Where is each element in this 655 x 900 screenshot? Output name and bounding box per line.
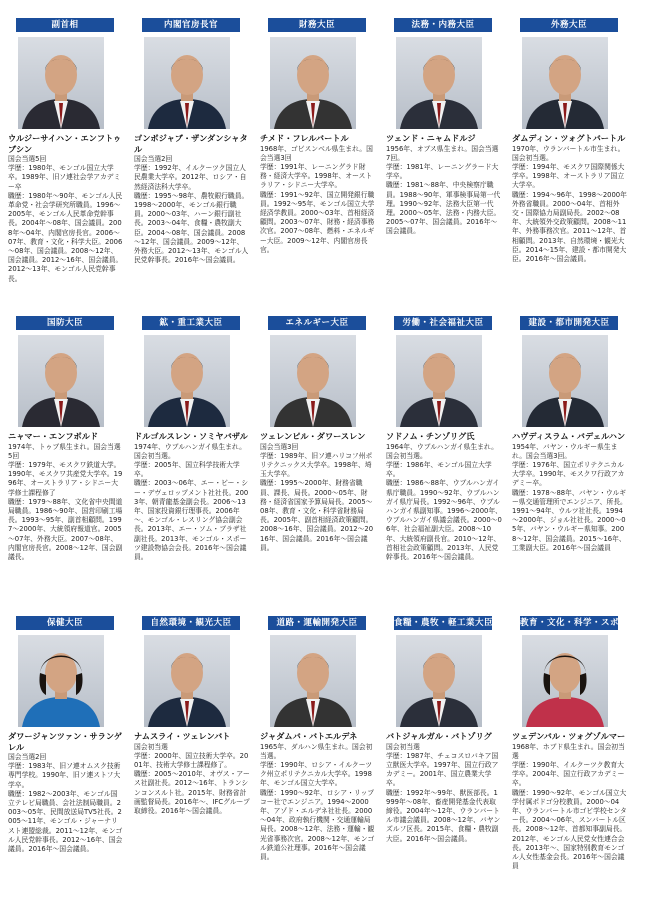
minister-portrait-photo [396, 335, 482, 427]
minister-card [6, 616, 124, 896]
minister-name: ダムディン・ツォグトバートル [512, 133, 626, 143]
minister-card [258, 18, 376, 316]
minister-portrait-photo [522, 335, 608, 427]
minister-post-title: 法務・内務大臣 [394, 18, 492, 32]
minister-post-title: 国防大臣 [16, 316, 114, 330]
minister-card [384, 616, 502, 896]
minister-post-title: 自然環境・観光大臣 [142, 616, 240, 630]
minister-biography: 1954年、バヤン・ウルギー県生まれ。国会当選3回。 学歴：1976年、国立ポリテクニカル大学卒。1990年、モスクワ行政アカデミー卒。 職歴：1978～88年、バヤン・ウルギー県交通管理所でエンジニア、所長。1991～94年、ウルツ社社長。1994～2000年、ジョル社社長。2000～05年、バヤン・ウルギー県知事。2008～12年、国会議員。2015～16年、工業副大臣。2016年～国会議員 [512, 442, 627, 552]
minister-biography: 1956年、オブス県生まれ。国会当選7回。 学歴：1981年、レーニングラード大学卒。 職歴：1981～88年、中央検察庁職員。1988～90年、軍事検事局第一代理。1990～92年、法務大臣第一代理。2000～05年、法務・内務大臣。2005～07年、国会議員。2016年～国会議員。 [386, 144, 501, 236]
minister-name: ナムスライ・ツェレンバト [134, 731, 231, 741]
minister-portrait-photo [522, 635, 608, 727]
minister-name: ジャダムバ・バトエルデネ [260, 731, 358, 741]
minister-card [510, 18, 628, 316]
minister-portrait-photo [18, 335, 104, 427]
minister-portrait-photo [18, 37, 104, 129]
minister-name: ツェレンピル・ダワースレン [260, 431, 366, 441]
minister-biography: 国会初当選 学歴：2000年、国立技術大学卒。2001年、技術大学修士課程修了。 職歴：2005～2010年、オヴス・アース社副社長。2012～16年、トランシンコンスルト社。2015年、財務省計画監督局長。2016年～、IFCグループ取締役。2016年～国会議員。 [134, 742, 250, 815]
minister-card [6, 18, 124, 316]
minister-card [384, 18, 502, 316]
minister-post-title: エネルギー大臣 [268, 316, 366, 330]
minister-name: ソドノム・チンゾリグ氏 [386, 431, 475, 441]
minister-portrait-photo [522, 37, 608, 129]
minister-card [132, 316, 250, 616]
minister-post-title: 道路・運輸開発大臣 [268, 616, 366, 630]
minister-portrait-photo [144, 37, 230, 129]
minister-post-title: 食糧・農牧・軽工業大臣 [394, 618, 494, 628]
minister-post-title: 副首相 [16, 18, 114, 32]
minister-card [510, 616, 655, 896]
minister-biography: 1968年、ホブド県生まれ。国会初当選 学歴：1990年、イルクーツク教育大学卒。2004年、国立行政アカデミー卒。 職歴：1990～92年、モンゴル国立大学付属ポドゴ分校教員。2000～04年、ウランバートル市ゴビ学校センター長。2004～06年、スンバートル区長。2008～12年、首都知事副局長。2012年、モンゴル人民党女性連合会長。2013年～、国家特別教育モンゴル人女性基金会長。2016年～国会議員 [512, 742, 627, 871]
minister-name: ハヴディスラム・バデェルハン [512, 431, 626, 441]
minister-name: ツェデンバル・ツォグゾルマー [512, 731, 626, 741]
minister-portrait-photo [144, 335, 230, 427]
minister-grid [6, 18, 655, 896]
minister-biography: 1964年、ウブルハンガイ県生まれ。国会初当選。 学歴：1986年、モンゴル国立大学卒。 職歴：1986～88年、ウブルハンガイ県庁職員。1990～92年、ウブルハンガイ県庁局長。1992～96年、ウブルハンガイ県副知事。1996～2000年、ウブルハンガイ県議会議長。2000～06年、社会福祉副大臣。2008～10年、大統領府副長官。2010～12年、首相社会政策顧問。2013年、人民党幹事長。2016年～国会議員。 [386, 442, 502, 561]
minister-post-title: 財務大臣 [268, 18, 366, 32]
minister-card [132, 18, 250, 316]
minister-card [258, 316, 376, 616]
minister-name: ダワージャンツァン・サランゲレル [8, 731, 123, 752]
minister-name: バトジャルガル・バトゾリグ [386, 731, 492, 741]
minister-biography: 1965年、ダルハン県生まれ。国会初当選。 学歴：1990年、ロシア・イルクーツク州立ポリテクニカル大学卒。1998年、モンゴル国立大学卒。 職歴：1990～92年、ロシア・リップコー社でエンジニア。1994～2000年、アゾド・エルデネ社社長。2000～04年、政府執行機関・交通運輸局局長。2008～12年、法務・運輸・観光省事務次官。2008～12年、モンゴル鉄道公社理事。2016年～国会議員。 [260, 742, 375, 861]
minister-post-title: 外務大臣 [520, 18, 618, 32]
minister-post-title: 内閣官房長官 [142, 18, 240, 32]
minister-card [510, 316, 628, 616]
minister-portrait-photo [18, 635, 104, 727]
minister-biography: 国会当選2回 学歴：1992年、イルクーツク国立人民農業大学卒。2012年、ロシア・自然経済法科大学卒。 職歴：1995～98年、農牧銀行職員。1998～2000年、モンゴル銀行職員。2000～03年、ハーン銀行副社長。2003～04年、食糧・農牧副大臣。2004～08年、国会議員。2008～12年、国会議員。2009～12年、外務大臣。2012～13年、モンゴル人民党幹事長。2016年～国会議員。 [134, 155, 249, 265]
minister-card [132, 616, 250, 896]
minister-biography: 1970年、ウランバートル市生まれ。国会初当選。 学歴：1994年、モスクワ国際関係大学卒。1998年、オーストラリア国立大学卒。 職歴：1994～96年、1998～2000年外務省職員。2000～04年、首相外交・国際協力局副局長。2002～08年、大統領外交政策顧問。2008～11年、外務事務次官。2011～12年、首相顧問。2013年、自然環境・観光大臣。2014～15年、建設・都市開発大臣。2016年～国会議員。 [512, 144, 627, 263]
minister-biography: 国会初当選 学歴：1987年、チェコスロバキア国立獣医大学卒。1997年、国立行政アカデミー。2001年、国立農業大学卒。 職歴：1992年～99年、獣医部長。1999年～08年、畜産開発基金代表取締役。2004年～12年、ウランバートル市議会議員。2008～12年、バヤンズルフ区長。2015年、食糧・農牧副大臣。2016年～国会議員。 [386, 742, 501, 843]
minister-biography: 国会当選2回 学歴：1983年、旧ソ連オムスク技術専門学校。1990年、旧ソ連ストフ大学卒。 職歴：1982～2003年、モンゴル国立テレビ局職員、会社法制局職員。2003～05年、民間放送局TV5社長。2005～11年、モンゴル・ジャーナリスト連盟総裁。2011～12年、モンゴル人民党幹事長。2012～16年、国会議員。2016年～国会議員。 [8, 753, 123, 854]
minister-post-title: 保健大臣 [16, 616, 114, 630]
minister-biography: 1968年、ゴビスンベル県生まれ。国会当選3回 学歴：1991年、レーニングラド財務・経済大学卒。1998年、オーストラリア・シドニー大学卒。 職歴：1991～92年、国立開発銀行職員。1992～95年、モンゴル国立大学経済学教員。2000～03年、首相経済顧問。2003～07年、財務・経済事務次官。2007～08年、燃料・エネルギー大臣。2009～12年、内閣官房長官。 [260, 144, 375, 254]
minister-name: ゴンボジャブ・ザンダンシャタル [134, 133, 248, 154]
minister-portrait-photo [270, 635, 356, 727]
minister-name: ドルゴルスレン・ソミヤバザル [134, 431, 248, 441]
minister-biography: 国会当選5回 学歴：1980年、モンゴル国立大学卒。1989年、旧ソ連社会学アカデミー卒 職歴：1980年～90年、モンゴル人民革命党・社会学研究所職員。1996～2005年、モンゴル人民革命党幹事長。2004年～08年、国会議員。2008年～04年、内閣官房長官。2006～07年、教育・文化・科学大臣。2006～08年、国会議員。2008～12年、国会議員。2012～16年、国会議員。2012～13年、モンゴル人民党幹事長。 [8, 155, 123, 283]
minister-portrait-photo [396, 37, 482, 129]
minister-post-title: 建設・都市開発大臣 [520, 316, 618, 330]
minister-portrait-photo [144, 635, 230, 727]
minister-name: ウルジーサイハン・エンフトゥブシン [8, 133, 122, 154]
minister-name: ツェンド・ニャムドルジ [386, 133, 476, 143]
minister-biography: 1974年、トゥブ県生まれ。国会当選5回 学歴：1979年、モスクワ鉄道大学。1990年、モスクワ共産党大学卒。1996年、オーストラリア・シドニー大学修士課程修了 職歴：1979～88年、文化省中央間道局職員。1986～90年、国営印刷工場長。1993～95年、副首相顧問。1997～2000年、大統領府報道官。2005～07年、外務大臣。2007～08年、内閣官房長官。2008～12年、国会副議長。 [8, 442, 123, 561]
minister-portrait-photo [396, 635, 482, 727]
minister-post-title: 鉱・重工業大臣 [142, 316, 240, 330]
minister-card [258, 616, 376, 896]
minister-post-title: 教育・文化・科学・スポーツ大臣 [520, 618, 655, 628]
minister-name: ニャマー・エンフボルド [8, 431, 99, 441]
minister-card [384, 316, 502, 616]
minister-biography: 国会当選3回 学歴：1989年、旧ソ連ハリコフ州ポリテクニックス大学卒。1998年、埼玉大学卒。 職歴：1995～2000年、財務省職員、課長、局長。2000～05年、財務・経済省国家予算局局長。2005～08年、教育・文化・科学省財務局長。2005年、副首相経済政策顧問。2008～16年、国会議員。2012～2016年、国会議員。2016年～国会議員。 [260, 442, 374, 552]
minister-portrait-photo [270, 335, 356, 427]
minister-portrait-photo [270, 37, 356, 129]
minister-post-title: 労働・社会福祉大臣 [394, 316, 492, 330]
minister-biography: 1974年、ウブルハンガイ県生まれ。国会初当選。 学歴：2005年、国立科学技術大学卒。 職歴：2003～06年、エー・ビー・シー・デヴェロップメント社社長。2003年、朝青龍基金副会長。2006～13年、国家投資銀行理事長。2006年～、モンゴル・レスリング協会副会長。2013年、エー・ソム・ブラザ社副社長。2013年、モンゴル・スポーツ建設物協会会長。2016年～国会議員。 [134, 442, 249, 561]
minister-name: チメド・フレルバートル [260, 133, 349, 143]
minister-card [6, 316, 124, 616]
